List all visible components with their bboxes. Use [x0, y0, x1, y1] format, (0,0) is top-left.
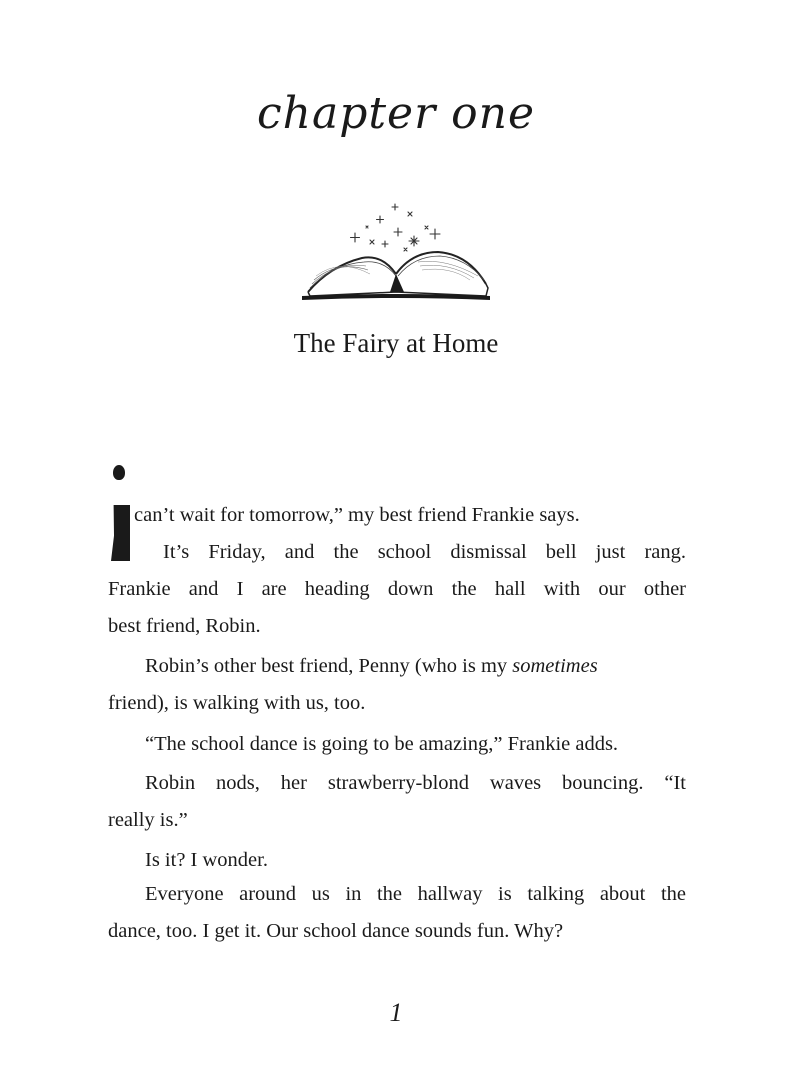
paragraph-line: “The school dance is going to be amazing,” Frankie adds.: [145, 733, 619, 755]
drop-cap-letter: [110, 465, 134, 563]
paragraph-text: Robin’s other best friend, Penny (who is my: [145, 655, 508, 677]
paragraph-line: Robin nods, her strawberry-blond waves bouncing. “It: [145, 772, 686, 794]
paragraph-line: Is it? I wonder.: [145, 849, 268, 871]
paragraph-line: dance, too. I get it. Our school dance sounds fun. Why?: [108, 920, 564, 942]
chapter-title: The Fairy at Home: [293, 328, 499, 358]
page-number: 1: [389, 998, 403, 1027]
open-book-sparkles-icon: [300, 196, 492, 302]
paragraph-line: best friend, Robin.: [108, 615, 261, 637]
paragraph-line: It’s Friday, and the school dismissal bell just rang.: [163, 541, 686, 563]
drop-cap-stem: [110, 505, 130, 561]
paragraph-line: [145, 655, 598, 678]
drop-cap-dot: [113, 465, 125, 480]
paragraph-line: Frankie and I are heading down the hall with our other: [108, 578, 686, 600]
paragraph-line: really is.”: [108, 809, 188, 831]
chapter-label: chapter one: [257, 88, 535, 139]
emphasized-word: sometimes: [512, 655, 598, 677]
paragraph-line: Everyone around us in the hallway is talking about the: [145, 883, 686, 905]
paragraph-line: friend), is walking with us, too.: [108, 692, 366, 714]
paragraph-line: can’t wait for tomorrow,” my best friend Frankie says.: [134, 504, 580, 526]
